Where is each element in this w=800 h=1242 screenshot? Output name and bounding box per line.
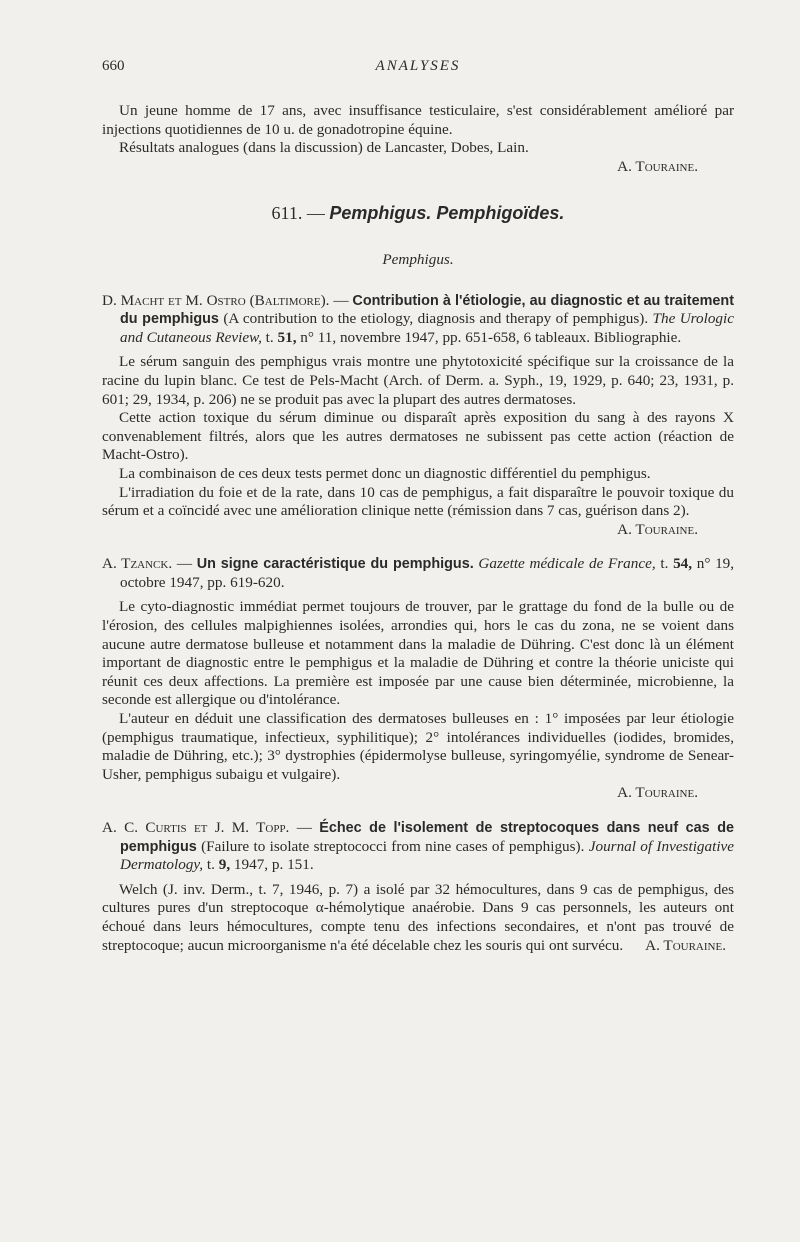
section-heading: [102, 204, 734, 223]
article-2-cite-t: t.: [660, 555, 669, 573]
article-2-title: Un signe caractéristique du pemphigus.: [196, 556, 474, 573]
article-1-title: Contribution à l'étiologie, au diagnostic et au traitement du pemphigus: [120, 292, 734, 328]
page-header: [102, 58, 734, 82]
article-3-title: Échec de l'isolement de streptocoques dans neuf cas de pemphigus: [120, 820, 735, 855]
section-number: 611.: [271, 203, 303, 224]
article-1-journal: The Urologic and Cutaneous Review,: [120, 310, 734, 346]
article-1-citation: n° 11, novembre 1947, pp. 651-658, 6 tableaux. Bibliographie.: [300, 328, 682, 346]
article-3-citation: 1947, p. 151.: [233, 856, 314, 874]
article-3-volume: 9,: [218, 856, 231, 874]
article-1-signature: A. Touraine.: [617, 520, 698, 538]
section-dash: —: [306, 203, 325, 224]
article-2-citation: n° 19, octobre 1947, pp. 619-620.: [120, 555, 735, 591]
article-1-paragraph-3: La combinaison de ces deux tests permet donc un diagnostic différentiel du pemphigus.: [119, 464, 651, 482]
article-1-paragraph-2: Cette action toxique du sérum diminue ou disparaît après exposition du sang à des rayons X convenablement filtrés, alors que les autres dermatoses ne subissent pas cette action (réaction de Macht-Ostro).: [102, 409, 734, 464]
article-3-paragraph-1: [102, 881, 734, 955]
article-3-original-title: (Failure to isolate streptococci from nine cases of pemphigus).: [201, 837, 585, 855]
article-2-volume: 54,: [673, 555, 693, 573]
section-title: Pemphigus. Pemphigoïdes.: [329, 203, 565, 224]
article-3-authors: A. C. Curtis et J. M. Topp.: [102, 819, 290, 836]
article-2-signature: A. Touraine.: [617, 784, 698, 802]
article-1-reference: [102, 292, 734, 348]
article-3-cite-t: t.: [206, 856, 215, 874]
page-content: [102, 102, 734, 955]
article-2-paragraph-1: Le cyto-diagnostic immédiat permet toujours de trouver, par le grattage du fond de la bulle ou de l'érosion, des cellules malpighiennes isolées, arrondies qui, hors le cas du zona, ne se voient dans aucune autre dermatose bulleuse et notamment dans la maladie de Dühring. C'est donc là un élément important de diagnostic entre le pemphigus et la maladie de Dühring et contre la théorie uniciste qui réunit ces deux affections. La première est imposée par une cause bien déterminée, microbienne, la seconde est allergique ou d'intolérance.: [102, 598, 734, 709]
article-2-paragraph-2: L'auteur en déduit une classification des dermatoses bulleuses en : 1° imposées par leur étiologie (pemphigus traumatique, infectieux, syphilitique); 2° intolérances individuelles (iodides, bromides, maladie de Dühring, etc.); 3° dystrophies (épidermolyse bulleuse, syringomyélie, syndrome de Senear-Usher, pemphigus subaigu et vulgaire).: [102, 710, 734, 783]
article-1-paragraph-1: Le sérum sanguin des pemphigus vrais montre une phytotoxicité spécifique sur la croissance de la racine du lupin blanc. Ce test de Pels-Macht (Arch. of Derm. a. Syph., 19, 1929, p. 640; 23, 1931, p. 601; 29, 1934, p. 206) ne se produit pas avec la plupart des autres dermatoses.: [102, 353, 734, 408]
article-1-paragraph-4: L'irradiation du foie et de la rate, dans 10 cas de pemphigus, a fait disparaître le pouvoir toxique du sérum et a coïncidé avec une amélioration clinique nette (rémission dans 7 cas, guérison dans 2).: [102, 483, 734, 520]
article-1-dash: —: [333, 291, 349, 309]
article-3-dash: —: [296, 819, 312, 836]
article-1-original-title: (A contribution to the etiology, diagnosis and therapy of pemphigus).: [223, 310, 649, 328]
intro-signature: A. Touraine.: [617, 157, 698, 175]
article-3-journal: Journal of Investigative Dermatology,: [120, 837, 735, 874]
article-3-reference: [102, 819, 734, 875]
article-3-signature: A. Touraine.: [645, 936, 726, 954]
intro-paragraph: Un jeune homme de 17 ans, avec insuffisance testiculaire, s'est considérablement amélioré par injections quotidiennes de 10 u. de gonadotropine équine.: [102, 102, 734, 138]
article-1-cite-t: t.: [265, 328, 274, 346]
article-1-volume: 51,: [277, 328, 297, 346]
article-2-authors: A. Tzanck.: [102, 555, 173, 573]
article-2-journal: Gazette médicale de France,: [478, 555, 656, 573]
subsection-title: Pemphigus.: [382, 250, 454, 268]
intro-results: Résultats analogues (dans la discussion) de Lancaster, Dobes, Lain.: [119, 139, 529, 157]
article-1-authors: D. Macht et M. Ostro (Baltimore).: [102, 291, 330, 309]
article-2-dash: —: [176, 555, 193, 573]
article-2-reference: [102, 555, 734, 592]
running-title: ANALYSES: [375, 58, 461, 74]
page-number: 660: [102, 58, 125, 74]
article-3-paragraph-1-text: Welch (J. inv. Derm., t. 7, 1946, p. 7) a isolé par 32 hémocultures, dans 9 cas de pemphigus, des cultures pures d'un streptocoque α-hémolytique anaérobie. Dans 9 cas personnels, les auteurs ont échoué dans leurs hémocultures, compte tenu des infections secondaires, et n'ont pas trouvé de streptocoque; aucun microorganisme n'a été décelable chez les souris qui ont survécu.: [102, 880, 734, 954]
